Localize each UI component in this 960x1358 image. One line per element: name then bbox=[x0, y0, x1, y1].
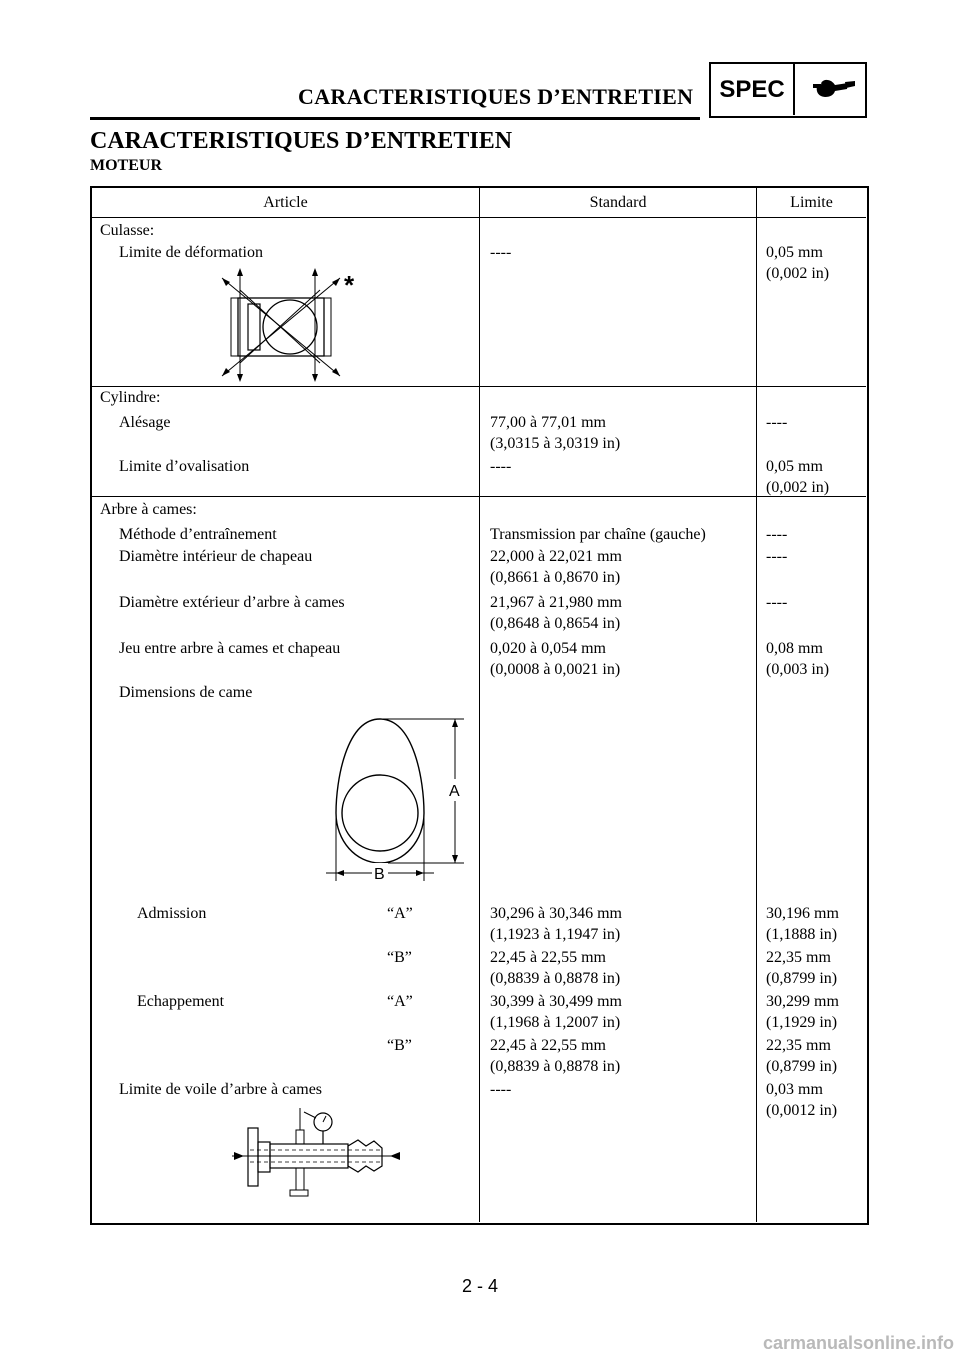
cylinder-head-warpage-figure bbox=[210, 268, 370, 383]
row-label: Alésage bbox=[119, 414, 171, 431]
dimension-key: “A” bbox=[387, 905, 413, 922]
limit-value-inch: (0,002 in) bbox=[766, 265, 830, 282]
row-label: Diamètre intérieur de chapeau bbox=[119, 548, 313, 565]
standard-value: 0,020 à 0,054 mm bbox=[490, 640, 606, 657]
limit-value: 0,05 mm bbox=[766, 244, 823, 261]
column-header-standard: Standard bbox=[589, 194, 647, 211]
limit-value: ---- bbox=[766, 526, 788, 543]
limit-value: ---- bbox=[766, 414, 788, 431]
standard-value: 30,296 à 30,346 mm bbox=[490, 905, 622, 922]
standard-value-inch: (0,8839 à 0,8878 in) bbox=[490, 970, 621, 987]
row-label: Méthode d’entraînement bbox=[119, 526, 277, 543]
limit-value-inch: (0,0012 in) bbox=[766, 1102, 838, 1119]
row-label: Jeu entre arbre à cames et chapeau bbox=[119, 640, 341, 657]
standard-value: 21,967 à 21,980 mm bbox=[490, 594, 622, 611]
column-divider bbox=[479, 188, 480, 1222]
page-number: 2 - 4 bbox=[461, 1276, 499, 1296]
limit-value: 30,196 mm bbox=[766, 905, 839, 922]
row-label: Dimensions de came bbox=[119, 684, 253, 701]
column-header-article: Article bbox=[263, 194, 308, 211]
spec-badge bbox=[709, 62, 867, 118]
row-divider bbox=[92, 386, 866, 387]
asterisk-mark: * bbox=[344, 270, 355, 300]
row-divider bbox=[92, 496, 866, 497]
row-label-echappement: Echappement bbox=[137, 993, 225, 1010]
limit-value: 0,03 mm bbox=[766, 1081, 823, 1098]
limit-value: 0,08 mm bbox=[766, 640, 823, 657]
standard-value-inch: (0,8648 à 0,8654 in) bbox=[490, 615, 621, 632]
section-culasse: Culasse: bbox=[100, 222, 155, 239]
camshaft-runout-figure bbox=[230, 1108, 405, 1213]
limit-value: 22,35 mm bbox=[766, 949, 831, 966]
row-label: Limite de déformation bbox=[119, 244, 263, 261]
header-rule bbox=[90, 117, 700, 120]
row-label-admission: Admission bbox=[137, 905, 207, 922]
limit-value-inch: (0,8799 in) bbox=[766, 970, 838, 987]
standard-value-inch: (3,0315 à 3,0319 in) bbox=[490, 435, 621, 452]
standard-value: ---- bbox=[490, 1081, 512, 1098]
cam-lobe-figure bbox=[322, 713, 472, 883]
watermark: carmanualsonline.info bbox=[762, 1333, 954, 1353]
standard-value-inch: (0,0008 à 0,0021 in) bbox=[490, 661, 621, 678]
limit-value-inch: (0,002 in) bbox=[766, 479, 830, 496]
limit-value-inch: (0,003 in) bbox=[766, 661, 830, 678]
dimension-key: “B” bbox=[387, 1037, 412, 1054]
standard-value-inch: (0,8839 à 0,8878 in) bbox=[490, 1058, 621, 1075]
dimension-key: “A” bbox=[387, 993, 413, 1010]
standard-value: Transmission par chaîne (gauche) bbox=[490, 526, 706, 543]
standard-value-inch: (1,1968 à 1,2007 in) bbox=[490, 1014, 621, 1031]
standard-value-inch: (1,1923 à 1,1947 in) bbox=[490, 926, 621, 943]
section-title: MOTEUR bbox=[90, 157, 162, 174]
dimension-a-label: A bbox=[449, 783, 460, 800]
dimension-b-label: B bbox=[374, 866, 385, 883]
limit-value: 30,299 mm bbox=[766, 993, 839, 1010]
header-title: CARACTERISTIQUES D’ENTRETIEN bbox=[298, 84, 694, 109]
standard-value: ---- bbox=[490, 458, 512, 475]
standard-value: 30,399 à 30,499 mm bbox=[490, 993, 622, 1010]
limit-value: 0,05 mm bbox=[766, 458, 823, 475]
standard-value: 77,00 à 77,01 mm bbox=[490, 414, 606, 431]
column-divider bbox=[756, 188, 757, 1222]
standard-value: 22,000 à 22,021 mm bbox=[490, 548, 622, 565]
column-header-limite: Limite bbox=[790, 194, 833, 211]
standard-value-inch: (0,8661 à 0,8670 in) bbox=[490, 569, 621, 586]
standard-value: ---- bbox=[490, 244, 512, 261]
row-label: Limite de voile d’arbre à cames bbox=[119, 1081, 323, 1098]
limit-value: ---- bbox=[766, 594, 788, 611]
row-label: Diamètre extérieur d’arbre à cames bbox=[119, 594, 345, 611]
dimension-key: “B” bbox=[387, 949, 412, 966]
standard-value: 22,45 à 22,55 mm bbox=[490, 949, 606, 966]
section-cylindre: Cylindre: bbox=[100, 389, 161, 406]
spec-table bbox=[90, 186, 869, 1225]
row-label: Limite d’ovalisation bbox=[119, 458, 250, 475]
spec-label: SPEC bbox=[711, 64, 795, 115]
wrench-icon bbox=[795, 64, 864, 115]
limit-value-inch: (1,1929 in) bbox=[766, 1014, 838, 1031]
standard-value: 22,45 à 22,55 mm bbox=[490, 1037, 606, 1054]
limit-value: 22,35 mm bbox=[766, 1037, 831, 1054]
page-title: CARACTERISTIQUES D’ENTRETIEN bbox=[90, 128, 513, 154]
limit-value: ---- bbox=[766, 548, 788, 565]
limit-value-inch: (0,8799 in) bbox=[766, 1058, 838, 1075]
section-arbre-a-cames: Arbre à cames: bbox=[100, 501, 197, 518]
header-divider bbox=[92, 217, 866, 218]
limit-value-inch: (1,1888 in) bbox=[766, 926, 838, 943]
